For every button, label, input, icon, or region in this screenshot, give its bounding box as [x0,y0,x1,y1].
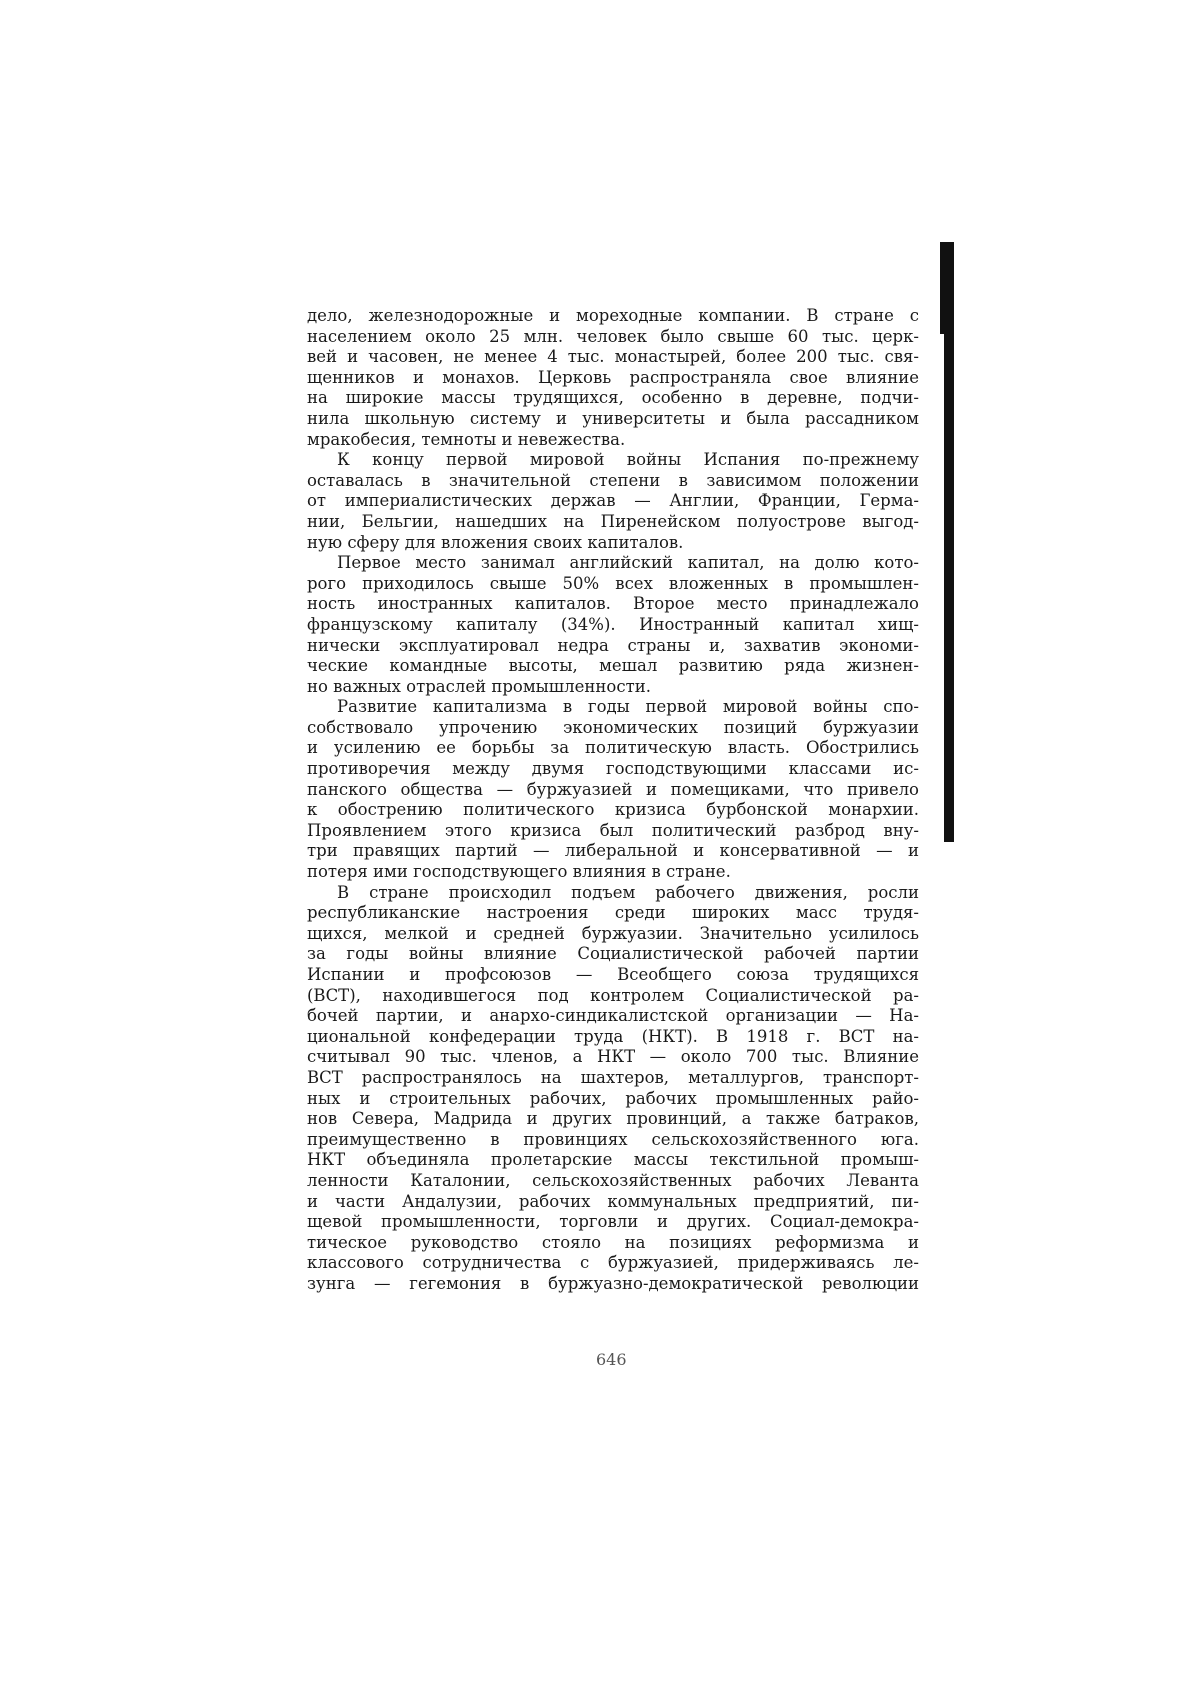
text-line: ленности Каталонии, сельскохозяйственных рабочих Леванта [307,1170,919,1190]
text-line: Проявлением этого кризиса был политический разброд вну- [307,820,919,840]
text-line: преимущественно в провинциях сельскохозяйственного юга. [307,1129,919,1149]
text-line: за годы войны влияние Социалистической рабочей партии [307,944,919,964]
text-line: ческие командные высоты, мешал развитию ряда жизнен- [307,656,919,676]
text-line: населением около 25 млн. человек было свыше 60 тыс. церк- [307,326,919,346]
text-line: и части Андалузии, рабочих коммунальных предприятий, пи- [307,1191,919,1211]
text-line: ную сферу для вложения своих капиталов. [307,532,684,552]
text-line: нии, Бельгии, нашедших на Пиренейском полуострове выгод- [307,511,919,531]
text-line: Первое место занимал английский капитал, на долю кото- [337,553,919,573]
scan-edge-shadow [944,242,954,842]
text-line: мракобесия, темноты и невежества. [307,429,626,449]
text-line: республиканские настроения среди широких масс трудя- [307,903,919,923]
text-line: оставалась в значительной степени в зависимом положении [307,470,919,490]
text-line: нов Севера, Мадрида и других провинций, а также батраков, [307,1109,919,1129]
page-number: 646 [596,1350,627,1369]
text-line: щихся, мелкой и средней буржуазии. Значительно усилилось [307,923,919,943]
text-line: тическое руководство стояло на позициях реформизма и [307,1232,919,1252]
text-line: ВСТ распространялось на шахтеров, металлургов, транспорт- [307,1067,919,1087]
text-line: НКТ объединяла пролетарские массы текстильной промыш- [307,1150,919,1170]
text-line: но важных отраслей промышленности. [307,676,651,696]
text-line: противоречия между двумя господствующими классами ис- [307,759,919,779]
text-line: В стране происходил подъем рабочего движения, росли [337,882,919,902]
text-line: от империалистических держав — Англии, Франции, Герма- [307,491,919,511]
text-line: дело, железнодорожные и мореходные компании. В стране с [307,306,919,325]
text-line: три правящих партий — либеральной и консервативной — и [307,841,919,861]
text-line: зунга — гегемония в буржуазно-демократической революции [307,1273,919,1293]
text-line: собствовало упрочению экономических позиций буржуазии [307,717,919,737]
text-line: классового сотрудничества с буржуазией, придерживаясь ле- [307,1253,919,1273]
text-line: панского общества — буржуазией и помещиками, что привело [307,779,919,799]
text-line: потеря ими господствующего влияния в стране. [307,862,731,882]
body-text [307,306,919,1295]
text-line: К концу первой мировой войны Испания по-прежнему [337,450,919,470]
text-line: циональной конфедерации труда (НКТ). В 1918 г. ВСТ на- [307,1026,919,1046]
text-line: на широкие массы трудящихся, особенно в деревне, подчи- [307,388,919,408]
text-line: нически эксплуатировал недра страны и, захватив экономи- [307,635,919,655]
text-line: французскому капиталу (34%). Иностранный капитал хищ- [307,614,919,634]
text-line: вей и часовен, не менее 4 тыс. монастырей, более 200 тыс. свя- [307,347,919,367]
text-line: считывал 90 тыс. членов, а НКТ — около 700 тыс. Влияние [307,1047,919,1067]
text-line: ных и строительных рабочих, рабочих промышленных райо- [307,1088,919,1108]
text-line: рого приходилось свыше 50% всех вложенных в промышлен- [307,573,919,593]
text-line: щенников и монахов. Церковь распространяла свое влияние [307,367,919,387]
text-line: щевой промышленности, торговли и других. Социал-демокра- [307,1212,919,1232]
text-line: Испании и профсоюзов — Всеобщего союза трудящихся [307,965,919,984]
text-line: к обострению политического кризиса бурбонской монархии. [307,800,919,820]
text-line: ность иностранных капиталов. Второе место принадлежало [307,594,919,614]
text-line: нила школьную систему и университеты и была рассадником [307,408,919,428]
text-line: Развитие капитализма в годы первой мировой войны спо- [337,697,919,717]
text-line: бочей партии, и анархо-синдикалистской организации — На- [307,1006,919,1026]
text-line: и усилению ее борьбы за политическую власть. Обострились [307,738,919,758]
text-line: (ВСТ), находившегося под контролем Социалистической ра- [307,985,919,1005]
